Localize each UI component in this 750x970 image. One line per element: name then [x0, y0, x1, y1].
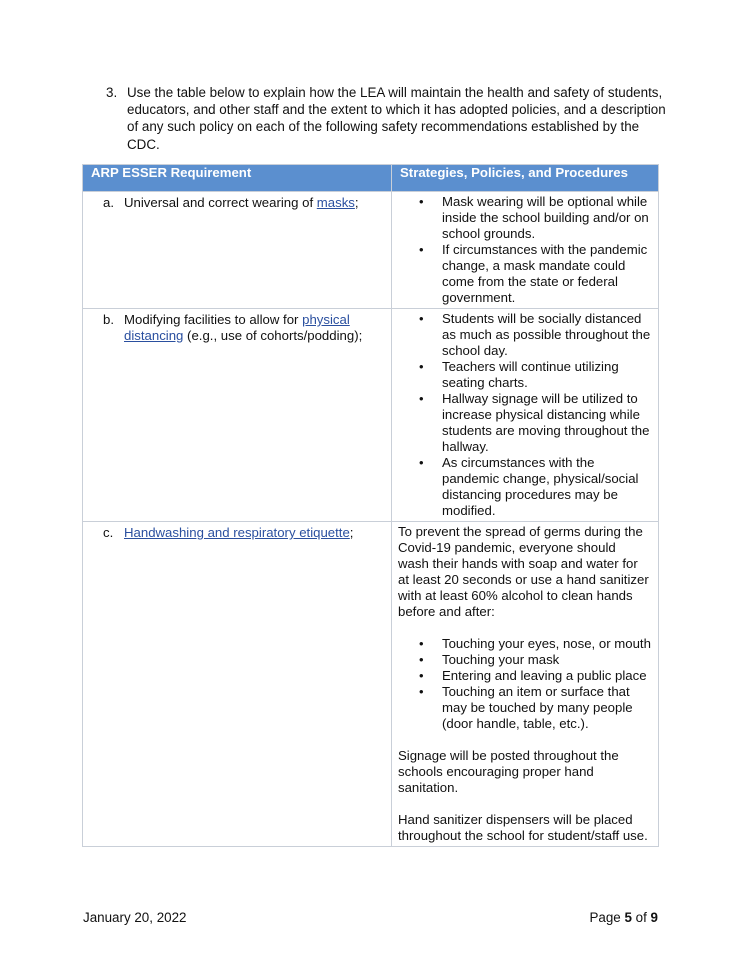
list-item: • Touching an item or surface that may be touched by many people (door handle, table, etc.).	[442, 684, 652, 732]
list-item: • If circumstances with the pandemic change, a mask mandate could come from the state or federal government.	[442, 242, 652, 306]
header-requirement: ARP ESSER Requirement	[83, 165, 392, 192]
table-header-row	[83, 165, 659, 192]
current-page: 5	[624, 910, 632, 925]
footer-date: January 20, 2022	[83, 910, 187, 925]
page-number	[589, 910, 658, 925]
page-prefix: Page	[589, 910, 625, 925]
requirement-cell	[83, 522, 392, 847]
table-row	[83, 309, 659, 522]
list-item: • Teachers will continue utilizing seating charts.	[442, 359, 652, 391]
strategy-cell	[392, 309, 659, 522]
physical-distancing-link[interactable]: physical distancing	[124, 312, 350, 343]
list-item: • Hallway signage will be utilized to increase physical distancing while students are moving throughout the hallway.	[442, 391, 652, 455]
strategy-list	[392, 311, 658, 519]
row-letter: b.	[103, 312, 114, 327]
intro-instruction	[106, 84, 666, 153]
requirement-cell	[83, 309, 392, 522]
list-item: • Touching your eyes, nose, or mouth	[442, 636, 652, 652]
strategy-list	[392, 194, 658, 306]
list-item: • Touching your mask	[442, 652, 652, 668]
total-pages: 9	[650, 910, 658, 925]
list-item: • Students will be socially distanced as much as possible throughout the school day.	[442, 311, 652, 359]
table-row	[83, 192, 659, 309]
requirements-table	[82, 164, 659, 847]
header-strategies: Strategies, Policies, and Procedures	[392, 165, 659, 192]
requirement-text: Modifying facilities to allow for	[124, 312, 303, 327]
requirement-suffix: ;	[354, 195, 359, 210]
page-of: of	[631, 910, 651, 925]
sanitizer-paragraph: Hand sanitizer dispensers will be placed throughout the school for student/staff use.	[398, 812, 648, 843]
list-item: • Mask wearing will be optional while inside the school building and/or on school grounds.	[442, 194, 652, 242]
list-item: • As circumstances with the pandemic change, physical/social distancing procedures may be modified.	[442, 455, 652, 519]
handwashing-intro: To prevent the spread of germs during the Covid-19 pandemic, everyone should wash their hands with soap and water for at least 20 seconds or use a hand sanitizer with at least 60% alcohol to clean hands before and after:	[398, 524, 649, 619]
intro-text: Use the table below to explain how the LEA will maintain the health and safety of students, educators, and other staff and the extent to which it has adopted policies, and a description of any such policy on each of the following safety recommendations established by the CDC.	[127, 85, 666, 152]
list-item: • Entering and leaving a public place	[442, 668, 652, 684]
handwashing-link[interactable]: Handwashing and respiratory etiquette	[124, 525, 350, 540]
requirement-suffix: (e.g., use of cohorts/podding);	[183, 328, 363, 343]
row-letter: a.	[103, 195, 114, 210]
requirement-text: Universal and correct wearing of	[124, 195, 317, 210]
strategy-list	[392, 636, 658, 732]
signage-paragraph: Signage will be posted throughout the schools encouraging proper hand sanitation.	[398, 748, 619, 795]
strategy-cell	[392, 522, 659, 847]
table-row	[83, 522, 659, 847]
strategy-cell	[392, 192, 659, 309]
item-number: 3.	[106, 85, 118, 100]
row-letter: c.	[103, 525, 114, 540]
requirement-suffix: ;	[349, 525, 354, 540]
requirement-cell	[83, 192, 392, 309]
masks-link[interactable]: masks	[316, 195, 355, 210]
